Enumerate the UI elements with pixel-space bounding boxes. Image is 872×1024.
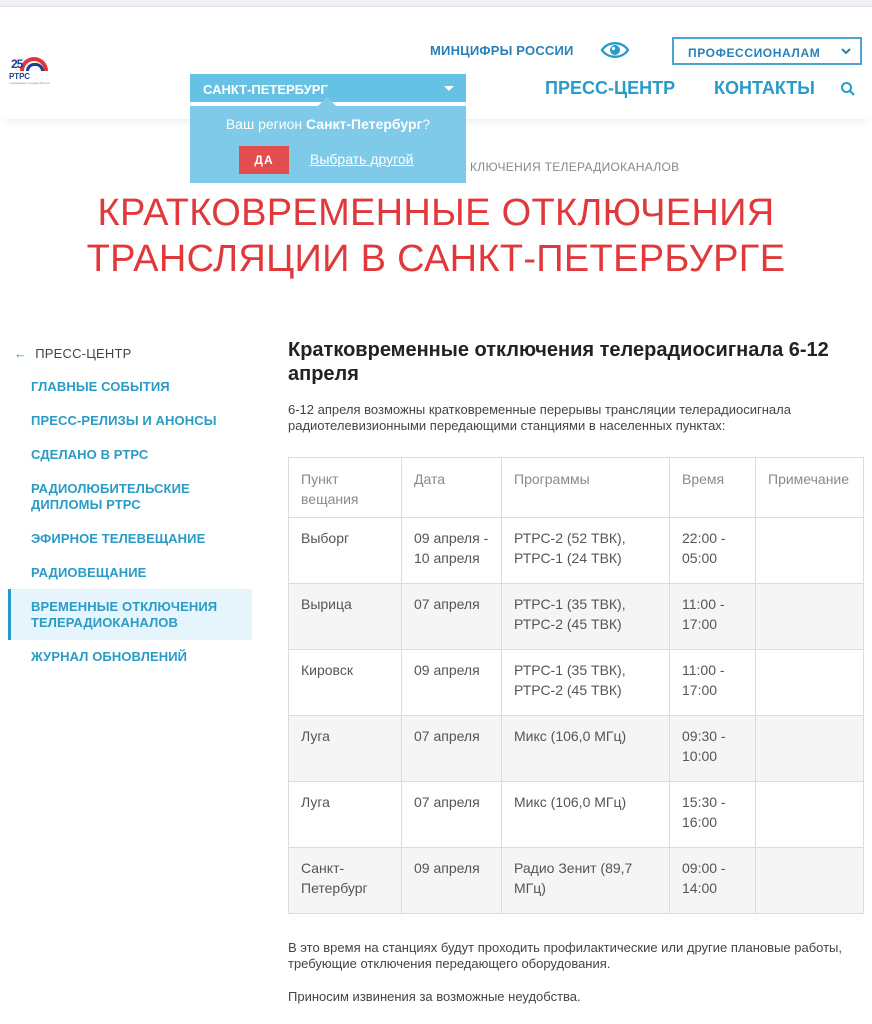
logo-arc-inner xyxy=(26,63,44,71)
table-cell: Вырица xyxy=(289,584,402,650)
arrow-left-icon: ← xyxy=(14,346,28,361)
table-cell: 15:30 - 16:00 xyxy=(670,782,756,848)
table-cell xyxy=(756,584,864,650)
region-select-label: САНКТ-ПЕТЕРБУРГ xyxy=(203,82,328,97)
table-header-row xyxy=(289,458,864,518)
table-cell: 09 апреля xyxy=(402,848,502,914)
table-row xyxy=(289,782,864,848)
caret-down-icon xyxy=(444,86,454,91)
sidebar-item-radio-diplomas[interactable]: РАДИОЛЮБИТЕЛЬСКИЕ ДИПЛОМЫ РТРС xyxy=(31,481,190,512)
column-header: Время xyxy=(670,458,756,518)
table-cell: Радио Зенит (89,7 МГц) xyxy=(502,848,670,914)
audience-select[interactable] xyxy=(672,37,862,65)
table-cell: 09 апреля xyxy=(402,650,502,716)
table-row xyxy=(289,848,864,914)
table-cell: РТРС-2 (52 ТВК), РТРС-1 (24 ТВК) xyxy=(502,518,670,584)
rtrs-logo[interactable] xyxy=(6,55,50,87)
ministry-link[interactable]: МИНЦИФРЫ РОССИИ xyxy=(430,43,574,58)
page-title-line-2: ТРАНСЛЯЦИИ В САНКТ-ПЕТЕРБУРГЕ xyxy=(86,238,786,280)
sidebar-item-update-log[interactable]: ЖУРНАЛ ОБНОВЛЕНИЙ xyxy=(31,649,188,664)
table-cell: РТРС-1 (35 ТВК), РТРС-2 (45 ТВК) xyxy=(502,650,670,716)
sidebar-item-made-in-rtrs[interactable]: СДЕЛАНО В РТРС xyxy=(31,447,149,462)
sidebar-back-label: ПРЕСС-ЦЕНТР xyxy=(35,346,132,361)
breadcrumb[interactable]: КЛЮЧЕНИЯ ТЕЛЕРАДИОКАНАЛОВ xyxy=(470,160,680,174)
article-heading: Кратковременные отключения телерадиосигнала 6-12 апреля xyxy=(288,339,829,385)
table-cell xyxy=(756,782,864,848)
schedule-table xyxy=(288,457,864,914)
table-cell: 09 апреля - 10 апреля xyxy=(402,518,502,584)
eye-icon[interactable] xyxy=(600,39,630,66)
sidebar-item-radio-broadcasting[interactable]: РАДИОВЕЩАНИЕ xyxy=(31,565,147,580)
table-cell: РТРС-1 (35 ТВК), РТРС-2 (45 ТВК) xyxy=(502,584,670,650)
table-cell: Микс (106,0 МГц) xyxy=(502,782,670,848)
article-lead: 6-12 апреля возможны кратковременные перерывы трансляции телерадиосигнала радиотелевизионными передающими станциями в населенных пунктах: xyxy=(288,402,791,433)
column-header: Пункт вещания xyxy=(289,458,402,518)
table-row xyxy=(289,518,864,584)
table-cell: Санкт-Петербург xyxy=(289,848,402,914)
nav-contacts[interactable]: КОНТАКТЫ xyxy=(714,78,815,98)
table-row xyxy=(289,716,864,782)
table-row xyxy=(289,584,864,650)
table-cell: Выборг xyxy=(289,518,402,584)
sidebar-item-temporary-outages[interactable]: ВРЕМЕННЫЕ ОТКЛЮЧЕНИЯ ТЕЛЕРАДИОКАНАЛОВ xyxy=(8,589,252,640)
table-cell: 11:00 - 17:00 xyxy=(670,584,756,650)
page-title-line-1: КРАТКОВРЕМЕННЫЕ ОТКЛЮЧЕНИЯ xyxy=(97,192,775,234)
region-confirm-popup xyxy=(190,106,466,183)
table-cell: 07 апреля xyxy=(402,782,502,848)
chevron-down-icon xyxy=(840,45,852,60)
table-cell xyxy=(756,650,864,716)
table-cell: Кировск xyxy=(289,650,402,716)
choose-other-region-link[interactable]: Выбрать другой xyxy=(310,151,414,167)
site-header xyxy=(0,7,872,119)
article-footer-text: В это время на станциях будут проходить профилактические или другие плановые работы, требующие отключения передающего оборудования. xyxy=(288,940,843,971)
logo-caption: телевидение и радио России xyxy=(9,81,50,85)
table-cell: Микс (106,0 МГц) xyxy=(502,716,670,782)
article-apology: Приносим извинения за возможные неудобства. xyxy=(288,989,581,1004)
table-cell: Луга xyxy=(289,782,402,848)
table-cell: 09:30 - 10:00 xyxy=(670,716,756,782)
sidebar-item-press-releases[interactable]: ПРЕСС-РЕЛИЗЫ И АНОНСЫ xyxy=(31,413,217,428)
logo-text: РТРС xyxy=(9,72,31,81)
table-cell: 07 апреля xyxy=(402,716,502,782)
table-cell: 22:00 - 05:00 xyxy=(670,518,756,584)
column-header: Примечание xyxy=(756,458,864,518)
logo-number: 25 xyxy=(11,57,23,71)
region-question: Ваш регион Санкт-Петербург? xyxy=(225,116,431,132)
column-header: Программы xyxy=(502,458,670,518)
sidebar-item-tv-broadcasting[interactable]: ЭФИРНОЕ ТЕЛЕВЕЩАНИЕ xyxy=(31,531,206,546)
article xyxy=(288,338,864,433)
table-cell xyxy=(756,518,864,584)
sidebar-back-link[interactable] xyxy=(14,346,131,361)
table-cell xyxy=(756,848,864,914)
page-title xyxy=(0,190,872,282)
table-cell xyxy=(756,716,864,782)
table-cell: 09:00 - 14:00 xyxy=(670,848,756,914)
confirm-region-button[interactable]: ДА xyxy=(239,146,289,174)
audience-select-label: ПРОФЕССИОНАЛАМ xyxy=(688,46,821,60)
top-border xyxy=(0,0,872,7)
table-row xyxy=(289,650,864,716)
table-cell: 11:00 - 17:00 xyxy=(670,650,756,716)
column-header: Дата xyxy=(402,458,502,518)
table-cell: 07 апреля xyxy=(402,584,502,650)
table-cell: Луга xyxy=(289,716,402,782)
search-icon[interactable] xyxy=(840,81,856,102)
sidebar-item-main-events[interactable]: ГЛАВНЫЕ СОБЫТИЯ xyxy=(31,379,170,394)
nav-press-center[interactable]: ПРЕСС-ЦЕНТР xyxy=(545,78,676,98)
